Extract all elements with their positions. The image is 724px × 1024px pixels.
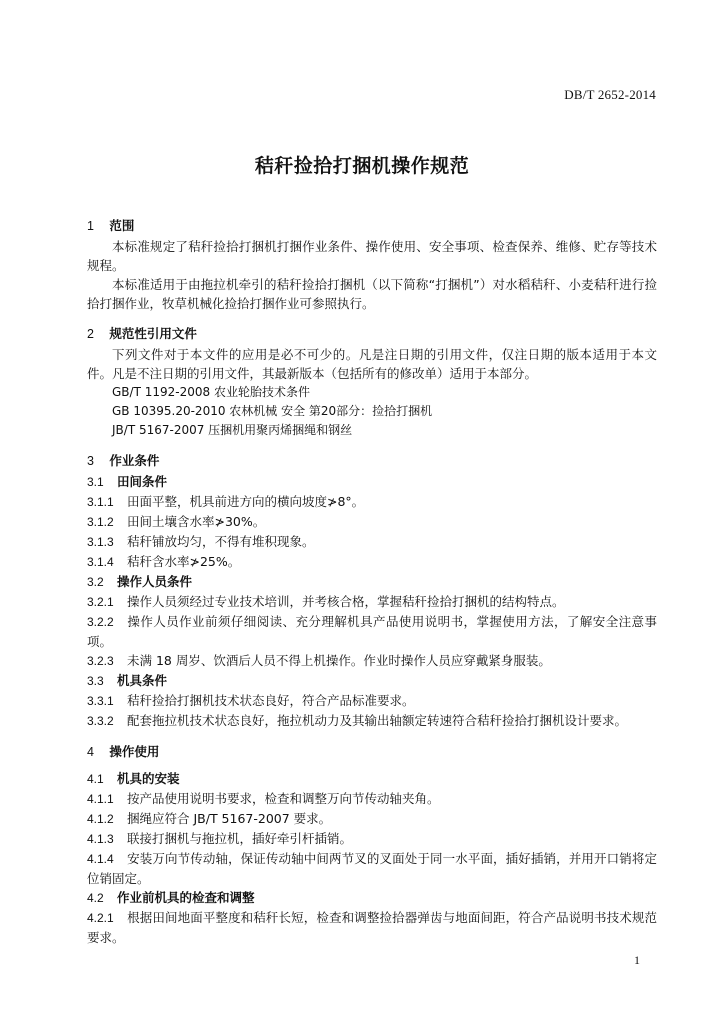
- clause-text: 操作人员作业前须仔细阅读、充分理解机具产品使用说明书，掌握使用方法，了解安全注意事项。: [87, 614, 657, 649]
- clause-text: 田间土壤含水率≯30%。: [127, 514, 266, 529]
- paragraph: 本标准适用于由拖拉机牵引的秸秆捡拾打捆机（以下简称“打捆机”）对水稻秸秆、小麦秸秆进行捡拾打捆作业，牧草机械化捡拾打捆作业可参照执行。: [87, 277, 657, 311]
- clause: [87, 592, 657, 612]
- clause-number: 3.3: [87, 674, 104, 688]
- clause-text: 秸秆含水率≯25%。: [127, 554, 241, 569]
- clause-number: 3.2.1: [87, 595, 114, 609]
- clause-text: 根据田间地面平整度和秸秆长短，检查和调整捡拾器弹齿与地面间距，符合产品说明书技术规范要求。: [87, 910, 657, 945]
- clause-number: 3.1.3: [87, 535, 114, 549]
- subsection-title: 操作人员条件: [117, 574, 193, 589]
- clause: [87, 809, 657, 829]
- subsection-heading: [87, 671, 657, 691]
- section-heading-2: [87, 323, 657, 345]
- clause-number: 3.1.4: [87, 555, 114, 569]
- section-title: 范围: [109, 218, 135, 233]
- subsection-heading: [87, 572, 657, 592]
- clause-number: 3.1: [87, 475, 104, 489]
- clause-text: 未满 18 周岁、饮酒后人员不得上机操作。作业时操作人员应穿戴紧身服装。: [127, 653, 551, 668]
- clause-text: 田面平整，机具前进方向的横向坡度≯8°。: [127, 494, 365, 509]
- standard-number: DB/T 2652-2014: [564, 87, 656, 102]
- clause: [87, 829, 657, 849]
- clause-text: 安装万向节传动轴，保证传动轴中间两节叉的叉面处于同一水平面，插好插销，并用开口销将定位销固定。: [87, 851, 657, 886]
- clause-number: 3.1.1: [87, 495, 114, 509]
- section-title: 作业条件: [109, 453, 160, 468]
- subsection-heading: [87, 888, 657, 908]
- clause-number: 4.1.1: [87, 792, 114, 806]
- section-heading-4: [87, 741, 657, 763]
- clause-number: 4.1: [87, 772, 104, 786]
- document-title: 秸秆捡拾打捆机操作规范: [254, 155, 470, 177]
- clause-number: 4.2: [87, 891, 104, 905]
- clause: [87, 789, 657, 809]
- clause-number: 3.3.2: [87, 714, 114, 728]
- clause: [87, 651, 657, 671]
- clause-number: 3.2.2: [87, 615, 114, 629]
- section-title: 规范性引用文件: [109, 326, 197, 341]
- clause-number: 3.2: [87, 575, 104, 589]
- clause-number: 4.1.3: [87, 832, 114, 846]
- clause-number: 4.2.1: [87, 911, 114, 925]
- section-number: 3: [87, 454, 94, 468]
- page-number: 1: [634, 953, 640, 967]
- reference-item: GB 10395.20-2010 农林机械 安全 第20部分：捡拾打捆机: [112, 404, 433, 418]
- document-body: [87, 211, 657, 947]
- clause-text: 秸秆捡拾打捆机技术状态良好，符合产品标准要求。: [127, 693, 415, 708]
- clause-text: 捆绳应符合 JB/T 5167-2007 要求。: [127, 811, 332, 826]
- clause: [87, 711, 657, 731]
- paragraph: 本标准规定了秸秆捡拾打捆机打捆作业条件、操作使用、安全事项、检查保养、维修、贮存等技术规程。: [87, 239, 657, 273]
- reference-item: JB/T 5167-2007 压捆机用聚丙烯捆绳和钢丝: [112, 423, 353, 437]
- clause: [87, 532, 657, 552]
- clause: [87, 691, 657, 711]
- clause-text: 配套拖拉机技术状态良好，拖拉机动力及其输出轴额定转速符合秸秆捡拾打捆机设计要求。: [127, 713, 628, 728]
- reference-item: GB/T 1192-2008 农业轮胎技术条件: [112, 385, 310, 399]
- clause-number: 3.2.3: [87, 654, 114, 668]
- section-title: 操作使用: [109, 744, 160, 759]
- clause-number: 4.1.4: [87, 852, 114, 866]
- paragraph: 下列文件对于本文件的应用是必不可少的。凡是注日期的引用文件，仅注日期的版本适用于本文件。凡是不注日期的引用文件，其最新版本（包括所有的修改单）适用于本部分。: [87, 347, 657, 381]
- section-heading-3: [87, 450, 657, 472]
- clause-text: 操作人员须经过专业技术培训，并考核合格，掌握秸秆捡拾打捆机的结构特点。: [127, 594, 565, 609]
- clause: [87, 612, 657, 651]
- clause: [87, 512, 657, 532]
- subsection-title: 田间条件: [117, 474, 168, 489]
- section-number: 4: [87, 745, 94, 759]
- subsection-heading: [87, 472, 657, 492]
- subsection-title: 机具的安装: [117, 771, 180, 786]
- subsection-title: 作业前机具的检查和调整: [117, 890, 255, 905]
- clause-text: 秸秆铺放均匀，不得有堆积现象。: [127, 534, 315, 549]
- clause-text: 按产品使用说明书要求，检查和调整万向节传动轴夹角。: [127, 791, 440, 806]
- clause: [87, 552, 657, 572]
- clause: [87, 908, 657, 947]
- section-number: 2: [87, 327, 94, 341]
- clause-number: 3.1.2: [87, 515, 114, 529]
- subsection-heading: [87, 769, 657, 789]
- clause: [87, 849, 657, 888]
- clause-text: 联接打捆机与拖拉机，插好牵引杆插销。: [127, 831, 353, 846]
- clause-number: 4.1.2: [87, 812, 114, 826]
- section-number: 1: [87, 219, 94, 233]
- clause-number: 3.3.1: [87, 694, 114, 708]
- clause: [87, 492, 657, 512]
- subsection-title: 机具条件: [117, 673, 168, 688]
- section-heading-1: [87, 215, 657, 237]
